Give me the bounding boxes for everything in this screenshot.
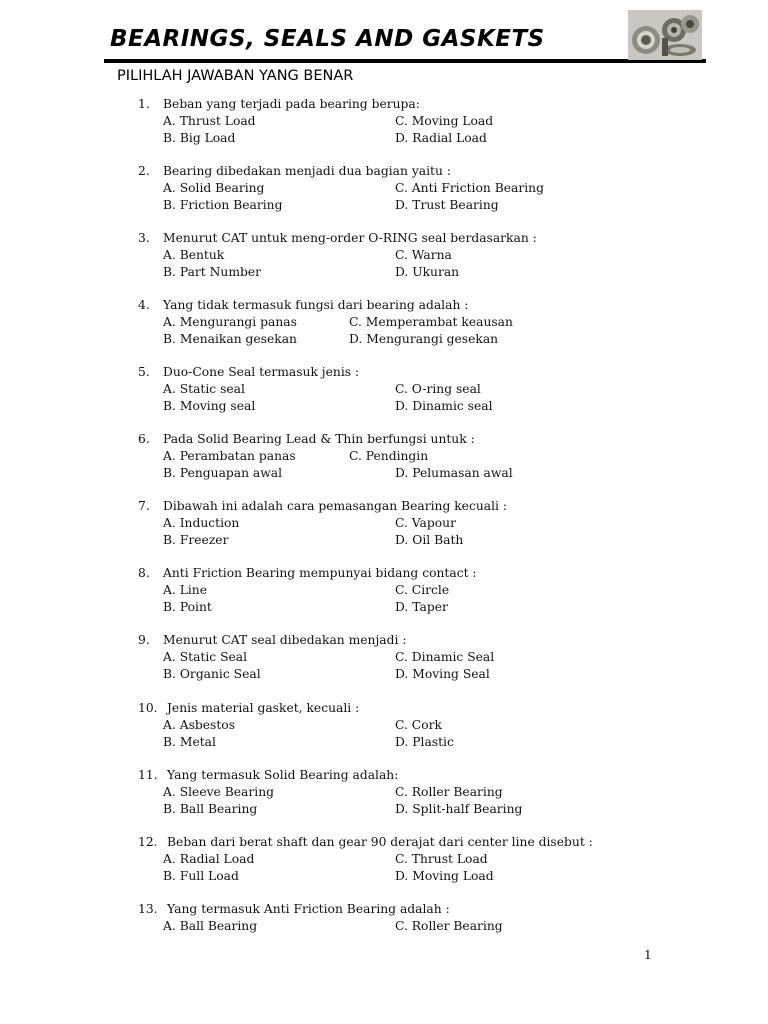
page-number: 1 <box>644 948 652 962</box>
question-text: Beban yang terjadi pada bearing berupa: <box>163 97 420 111</box>
question-number: 7. <box>138 499 150 513</box>
option-a: A. Induction <box>163 515 240 530</box>
bearing-parts-logo <box>628 10 702 60</box>
question-number: 1. <box>138 97 150 111</box>
option-b: B. Organic Seal <box>163 666 261 681</box>
option-b: B. Big Load <box>163 130 236 145</box>
option-d: D. Split-half Bearing <box>395 801 523 816</box>
option-d: D. Moving Seal <box>395 666 490 681</box>
option-b: B. Menaikan gesekan <box>163 331 297 346</box>
question-text: Yang tidak termasuk fungsi dari bearing adalah : <box>163 298 469 312</box>
question-item <box>138 96 698 146</box>
option-a: A. Solid Bearing <box>163 180 265 195</box>
option-c: C. Vapour <box>395 515 456 530</box>
question-text: Menurut CAT seal dibedakan menjadi : <box>163 633 407 647</box>
question-number: 12. <box>138 835 158 849</box>
option-d: D. Oil Bath <box>395 532 464 547</box>
option-b: B. Friction Bearing <box>163 197 283 212</box>
question-item <box>138 901 698 935</box>
option-d: D. Ukuran <box>395 264 460 279</box>
option-d: D. Moving Load <box>395 868 494 883</box>
option-c: C. O-ring seal <box>395 381 481 396</box>
question-item <box>138 297 698 347</box>
question-text: Pada Solid Bearing Lead & Thin berfungsi untuk : <box>163 432 475 446</box>
question-number: 13. <box>138 902 158 916</box>
question-number: 2. <box>138 164 150 178</box>
question-item <box>138 230 698 280</box>
question-text: Yang termasuk Anti Friction Bearing adalah : <box>167 902 450 916</box>
option-a: A. Static Seal <box>163 649 248 664</box>
question-number: 5. <box>138 365 150 379</box>
document-title: BEARINGS, SEALS AND GASKETS <box>110 26 545 52</box>
question-item <box>138 565 698 615</box>
option-c: C. Circle <box>395 582 450 597</box>
question-number: 10. <box>138 701 158 715</box>
option-b: B. Penguapan awal <box>163 465 283 480</box>
question-item <box>138 364 698 414</box>
option-a: A. Thrust Load <box>163 113 256 128</box>
question-number: 3. <box>138 231 150 245</box>
question-text: Bearing dibedakan menjadi dua bagian yaitu : <box>163 164 451 178</box>
option-a: A. Asbestos <box>163 717 236 732</box>
option-b: B. Full Load <box>163 868 239 883</box>
question-number: 8. <box>138 566 150 580</box>
option-d: D. Dinamic seal <box>395 398 493 413</box>
question-item <box>138 700 698 750</box>
question-text: Duo-Cone Seal termasuk jenis : <box>163 365 360 379</box>
question-number: 6. <box>138 432 150 446</box>
question-item <box>138 632 698 682</box>
option-a: A. Sleeve Bearing <box>163 784 274 799</box>
question-text: Anti Friction Bearing mempunyai bidang contact : <box>163 566 477 580</box>
option-c: C. Cork <box>395 717 442 732</box>
option-d: D. Trust Bearing <box>395 197 499 212</box>
option-b: B. Point <box>163 599 212 614</box>
option-b: B. Part Number <box>163 264 262 279</box>
option-d: D. Radial Load <box>395 130 487 145</box>
option-a: A. Ball Bearing <box>163 918 258 933</box>
option-a: A. Mengurangi panas <box>163 314 297 329</box>
question-item <box>138 834 698 884</box>
question-item <box>138 163 698 213</box>
question-item <box>138 767 698 817</box>
question-text: Yang termasuk Solid Bearing adalah: <box>167 768 399 782</box>
question-number: 11. <box>138 768 158 782</box>
option-c: C. Pendingin <box>349 448 429 463</box>
option-a: A. Radial Load <box>163 851 255 866</box>
option-c: C. Memperambat keausan <box>349 314 513 329</box>
option-c: C. Warna <box>395 247 452 262</box>
question-text: Dibawah ini adalah cara pemasangan Bearing kecuali : <box>163 499 508 513</box>
question-text: Menurut CAT untuk meng-order O-RING seal berdasarkan : <box>163 231 537 245</box>
question-item <box>138 431 698 481</box>
option-c: C. Thrust Load <box>395 851 488 866</box>
option-b: B. Ball Bearing <box>163 801 258 816</box>
question-number: 9. <box>138 633 150 647</box>
option-c: C. Roller Bearing <box>395 784 503 799</box>
option-d: D. Plastic <box>395 734 454 749</box>
question-number: 4. <box>138 298 150 312</box>
option-a: A. Perambatan panas <box>163 448 296 463</box>
question-text: Beban dari berat shaft dan gear 90 derajat dari center line disebut : <box>167 835 593 849</box>
option-b: B. Moving seal <box>163 398 256 413</box>
option-a: A. Static seal <box>163 381 245 396</box>
option-c: C. Moving Load <box>395 113 494 128</box>
option-a: A. Bentuk <box>163 247 225 262</box>
option-d: D. Pelumasan awal <box>395 465 513 480</box>
question-text: Jenis material gasket, kecuali : <box>167 701 360 715</box>
instruction-heading: PILIHLAH JAWABAN YANG BENAR <box>117 68 354 84</box>
title-underline <box>104 59 706 63</box>
option-c: C. Roller Bearing <box>395 918 503 933</box>
question-item <box>138 498 698 548</box>
option-c: C. Dinamic Seal <box>395 649 495 664</box>
option-d: D. Mengurangi gesekan <box>349 331 499 346</box>
option-b: B. Metal <box>163 734 216 749</box>
option-d: D. Taper <box>395 599 448 614</box>
option-b: B. Freezer <box>163 532 229 547</box>
option-a: A. Line <box>163 582 207 597</box>
option-c: C. Anti Friction Bearing <box>395 180 544 195</box>
